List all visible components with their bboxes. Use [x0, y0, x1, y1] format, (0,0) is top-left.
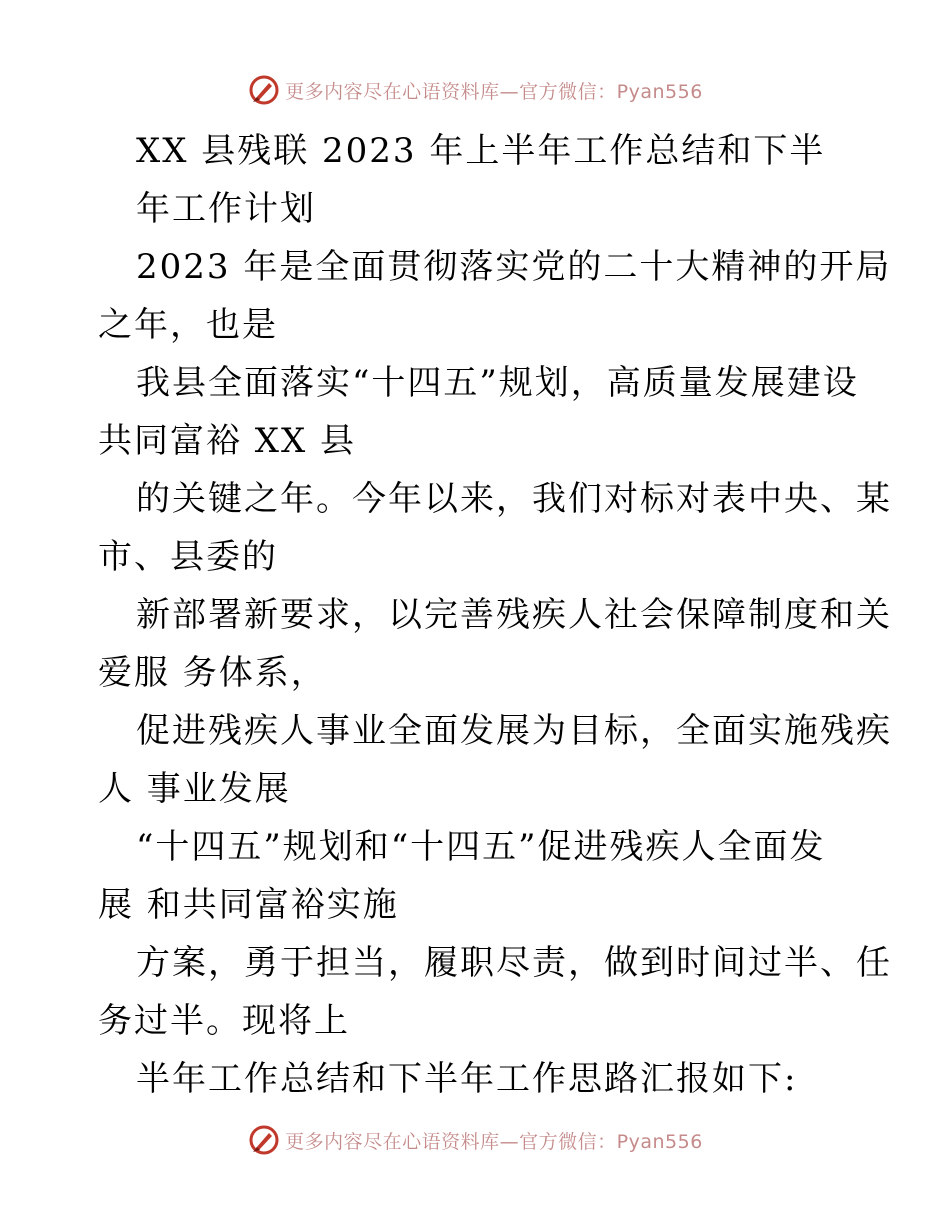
text-line: 我县全面落实“十四五”规划，高质量发展建设 — [136, 363, 859, 403]
text-line: 展 和共同富裕实施 — [98, 885, 399, 925]
document-body — [98, 122, 892, 1108]
text-line: 2023 年是全面贯彻落实党的二十大精神的开局 — [136, 247, 892, 287]
text-line: 促进残疾人事业全面发展为目标，全面实施残疾 — [136, 711, 892, 751]
text-line: 年工作计划 — [136, 189, 316, 229]
text-line: 之年，也是 — [98, 305, 278, 345]
header-watermark — [0, 70, 950, 110]
text-line: 方案，勇于担当，履职尽责，做到时间过半、任 — [136, 943, 892, 983]
footer-watermark — [0, 1120, 950, 1160]
text-line: XX 县残联 2023 年上半年工作总结和下半 — [136, 131, 826, 171]
text-line: “十四五”规划和“十四五”促进残疾人全面发 — [136, 827, 826, 867]
logo-pen-icon — [247, 1123, 281, 1157]
text-line: 务过半。现将上 — [98, 1001, 350, 1041]
text-line: 人 事业发展 — [98, 769, 291, 809]
text-line: 新部署新要求，以完善残疾人社会保障制度和关 — [136, 595, 892, 635]
logo-pen-icon — [247, 73, 281, 107]
watermark-text: 更多内容尽在心语资料库—官方微信：Pyan556 — [285, 80, 703, 103]
text-line: 爱服 务体系， — [98, 653, 327, 693]
text-line: 的关键之年。今年以来，我们对标对表中央、某 — [136, 479, 892, 519]
text-line: 市、县委的 — [98, 537, 278, 577]
watermark-text: 更多内容尽在心语资料库—官方微信：Pyan556 — [285, 1130, 703, 1153]
text-line: 半年工作总结和下半年工作思路汇报如下: — [136, 1059, 798, 1099]
text-line: 共同富裕 XX 县 — [98, 421, 357, 461]
